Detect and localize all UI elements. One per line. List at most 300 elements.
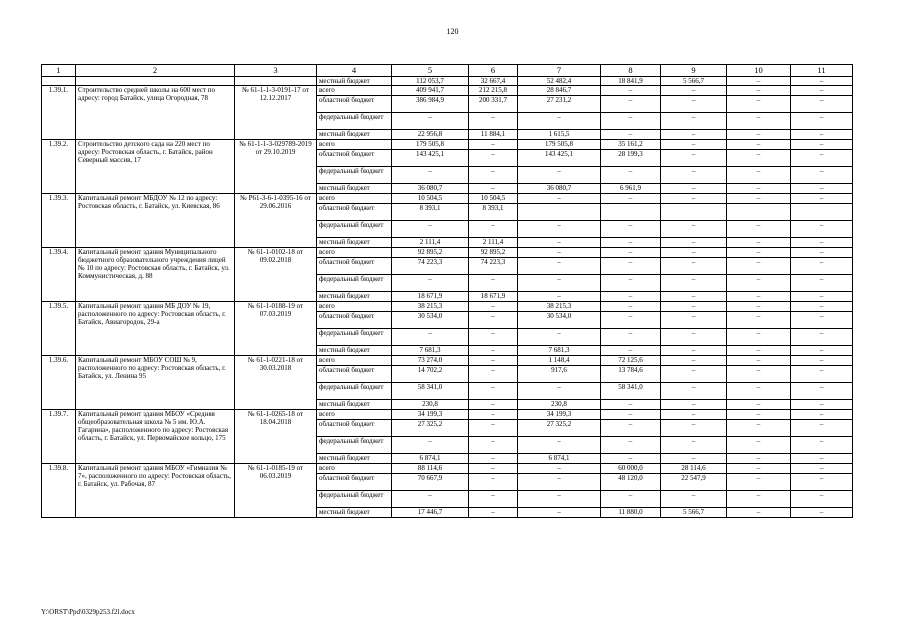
value-cell: – bbox=[661, 167, 727, 184]
value-cell: – bbox=[661, 130, 727, 140]
value-cell bbox=[727, 204, 791, 221]
project-document: № Р61-3-6-1-0395-16 от 29.06.2016 bbox=[235, 194, 317, 248]
header-cell: 2 bbox=[76, 65, 235, 77]
value-cell: – bbox=[791, 130, 853, 140]
value-cell: – bbox=[791, 437, 853, 454]
value-cell: – bbox=[791, 275, 853, 292]
source-cell: местный бюджет bbox=[317, 346, 392, 356]
source-cell: местный бюджет bbox=[317, 238, 392, 248]
value-cell: – bbox=[727, 258, 791, 275]
value-cell: – bbox=[469, 113, 518, 130]
table-row bbox=[42, 410, 853, 420]
source-cell: местный бюджет bbox=[317, 292, 392, 302]
value-cell: – bbox=[518, 508, 601, 518]
value-cell: – bbox=[518, 221, 601, 238]
source-cell: местный бюджет bbox=[317, 508, 392, 518]
source-cell: местный бюджет bbox=[317, 77, 392, 86]
empty-cell bbox=[42, 77, 76, 86]
value-cell: – bbox=[727, 221, 791, 238]
value-cell: – bbox=[791, 238, 853, 248]
value-cell: – bbox=[791, 312, 853, 329]
value-cell: – bbox=[727, 167, 791, 184]
value-cell: 212 215,8 bbox=[469, 86, 518, 96]
project-document: № 61-1-1-3-0191-17 от 12.12.2017 bbox=[235, 86, 317, 140]
project-document: № 61-1-0185-19 от 06.03.2019 bbox=[235, 464, 317, 518]
value-cell: 8 393,1 bbox=[392, 204, 469, 221]
value-cell: – bbox=[601, 437, 661, 454]
value-cell: – bbox=[601, 420, 661, 437]
value-cell: – bbox=[518, 194, 601, 204]
value-cell: – bbox=[518, 238, 601, 248]
value-cell: 6 961,9 bbox=[601, 184, 661, 194]
project-number: 1.39.6. bbox=[42, 356, 76, 410]
source-cell: федеральный бюджет bbox=[317, 329, 392, 346]
value-cell: – bbox=[601, 248, 661, 258]
value-cell: 5 566,7 bbox=[661, 77, 727, 86]
source-cell: всего bbox=[317, 140, 392, 150]
value-cell: 18 671,9 bbox=[392, 292, 469, 302]
value-cell: – bbox=[661, 437, 727, 454]
value-cell: – bbox=[661, 292, 727, 302]
value-cell: – bbox=[661, 96, 727, 113]
value-cell: – bbox=[392, 167, 469, 184]
value-cell: – bbox=[601, 113, 661, 130]
value-cell: 74 223,3 bbox=[392, 258, 469, 275]
project-number: 1.39.7. bbox=[42, 410, 76, 464]
value-cell: – bbox=[392, 491, 469, 508]
value-cell: 74 223,3 bbox=[469, 258, 518, 275]
value-cell: – bbox=[601, 194, 661, 204]
value-cell: – bbox=[469, 437, 518, 454]
value-cell: 28 199,3 bbox=[601, 150, 661, 167]
source-cell: областной бюджет bbox=[317, 204, 392, 221]
value-cell: 52 482,4 bbox=[518, 77, 601, 86]
value-cell: – bbox=[601, 238, 661, 248]
table-row bbox=[42, 77, 853, 86]
project-name: Строительство детского сада на 220 мест по адресу: Ростовская область, г. Батайск, район Северный массив, 17 bbox=[76, 140, 235, 194]
value-cell: 409 941,7 bbox=[392, 86, 469, 96]
value-cell: – bbox=[661, 86, 727, 96]
value-cell: – bbox=[661, 410, 727, 420]
value-cell: – bbox=[601, 329, 661, 346]
value-cell: – bbox=[518, 329, 601, 346]
value-cell: 386 984,9 bbox=[392, 96, 469, 113]
value-cell: – bbox=[791, 329, 853, 346]
value-cell: 13 784,6 bbox=[601, 366, 661, 383]
value-cell: 6 874,1 bbox=[518, 454, 601, 464]
value-cell: – bbox=[727, 383, 791, 400]
footer-file-path: Y:\ORST\Ppd\0329p253.f2l.docx bbox=[41, 608, 135, 616]
value-cell: – bbox=[469, 474, 518, 491]
value-cell: – bbox=[727, 150, 791, 167]
header-cell: 11 bbox=[791, 65, 853, 77]
header-cell: 3 bbox=[235, 65, 317, 77]
source-cell: местный бюджет bbox=[317, 400, 392, 410]
value-cell: – bbox=[601, 491, 661, 508]
table-body bbox=[42, 77, 853, 518]
value-cell: – bbox=[727, 302, 791, 312]
value-cell: 36 080,7 bbox=[392, 184, 469, 194]
value-cell bbox=[601, 204, 661, 221]
value-cell: 60 000,0 bbox=[601, 464, 661, 474]
value-cell: 179 505,8 bbox=[392, 140, 469, 150]
source-cell: всего bbox=[317, 302, 392, 312]
value-cell: – bbox=[727, 410, 791, 420]
project-name: Капитальный ремонт здания МБОУ «Гимназия № 7», расположенного по адресу: Ростовская область, г. Батайск, ул. Рабочая, 87 bbox=[76, 464, 235, 518]
value-cell: – bbox=[601, 167, 661, 184]
header-cell: 7 bbox=[518, 65, 601, 77]
value-cell: – bbox=[661, 150, 727, 167]
budget-table bbox=[41, 64, 853, 518]
value-cell: – bbox=[727, 248, 791, 258]
value-cell: – bbox=[518, 258, 601, 275]
value-cell: – bbox=[727, 454, 791, 464]
value-cell: – bbox=[727, 346, 791, 356]
project-number: 1.39.3. bbox=[42, 194, 76, 248]
empty-cell bbox=[76, 77, 235, 86]
value-cell: 92 895,2 bbox=[469, 248, 518, 258]
header-cell: 9 bbox=[661, 65, 727, 77]
project-document: № 61-1-1-3-029789-2019 от 29.10.2019 bbox=[235, 140, 317, 194]
value-cell: 38 215,3 bbox=[392, 302, 469, 312]
value-cell: – bbox=[661, 184, 727, 194]
header-cell: 6 bbox=[469, 65, 518, 77]
value-cell: – bbox=[661, 302, 727, 312]
value-cell: – bbox=[661, 221, 727, 238]
value-cell: – bbox=[469, 410, 518, 420]
value-cell: 28 846,7 bbox=[518, 86, 601, 96]
value-cell: 36 080,7 bbox=[518, 184, 601, 194]
value-cell: – bbox=[791, 464, 853, 474]
value-cell: 34 199,3 bbox=[392, 410, 469, 420]
value-cell: 18 671,9 bbox=[469, 292, 518, 302]
value-cell: 28 114,6 bbox=[661, 464, 727, 474]
value-cell: – bbox=[661, 113, 727, 130]
source-cell: областной бюджет bbox=[317, 312, 392, 329]
value-cell: – bbox=[791, 248, 853, 258]
value-cell: – bbox=[601, 86, 661, 96]
value-cell: 10 504,5 bbox=[392, 194, 469, 204]
value-cell: 2 111,4 bbox=[469, 238, 518, 248]
value-cell: – bbox=[727, 275, 791, 292]
source-cell: всего bbox=[317, 248, 392, 258]
value-cell: – bbox=[518, 383, 601, 400]
value-cell: – bbox=[727, 184, 791, 194]
project-name: Капитальный ремонт МБОУ СОШ № 9, расположенного по адресу: Ростовская область, г. Батайск, ул. Ленина 95 bbox=[76, 356, 235, 410]
value-cell: 1 615,5 bbox=[518, 130, 601, 140]
value-cell: – bbox=[392, 221, 469, 238]
value-cell: – bbox=[601, 346, 661, 356]
value-cell: 200 331,7 bbox=[469, 96, 518, 113]
value-cell: – bbox=[518, 275, 601, 292]
source-cell: областной бюджет bbox=[317, 258, 392, 275]
value-cell: – bbox=[661, 420, 727, 437]
value-cell: – bbox=[791, 400, 853, 410]
value-cell: 1 148,4 bbox=[518, 356, 601, 366]
value-cell: – bbox=[727, 113, 791, 130]
value-cell: 32 667,4 bbox=[469, 77, 518, 86]
value-cell: 58 341,0 bbox=[601, 383, 661, 400]
value-cell: – bbox=[727, 140, 791, 150]
empty-cell bbox=[235, 77, 317, 86]
value-cell: 72 125,6 bbox=[601, 356, 661, 366]
value-cell: – bbox=[661, 400, 727, 410]
value-cell: 112 053,7 bbox=[392, 77, 469, 86]
project-name: Капитальный ремонт здания МБ ДОУ № 19, расположенного по адресу: Ростовская область, г. Батайск, Авиагородок, 29-а bbox=[76, 302, 235, 356]
value-cell: – bbox=[661, 356, 727, 366]
value-cell: – bbox=[727, 130, 791, 140]
value-cell: – bbox=[791, 150, 853, 167]
value-cell: – bbox=[727, 238, 791, 248]
value-cell: – bbox=[727, 329, 791, 346]
value-cell: – bbox=[469, 454, 518, 464]
value-cell: 92 895,2 bbox=[392, 248, 469, 258]
project-document: № 61-1-0221-18 от 30.03.2018 bbox=[235, 356, 317, 410]
header-cell: 10 bbox=[727, 65, 791, 77]
value-cell: – bbox=[791, 508, 853, 518]
value-cell: – bbox=[791, 258, 853, 275]
value-cell: 35 161,2 bbox=[601, 140, 661, 150]
source-cell: всего bbox=[317, 194, 392, 204]
source-cell: областной бюджет bbox=[317, 150, 392, 167]
source-cell: местный бюджет bbox=[317, 454, 392, 464]
value-cell: 2 111,4 bbox=[392, 238, 469, 248]
value-cell: – bbox=[727, 194, 791, 204]
value-cell: – bbox=[601, 96, 661, 113]
value-cell: – bbox=[392, 329, 469, 346]
value-cell: – bbox=[601, 410, 661, 420]
value-cell: – bbox=[727, 356, 791, 366]
value-cell: 143 425,1 bbox=[518, 150, 601, 167]
table-row bbox=[42, 464, 853, 474]
value-cell: 17 446,7 bbox=[392, 508, 469, 518]
value-cell: 11 884,1 bbox=[469, 130, 518, 140]
value-cell: – bbox=[469, 491, 518, 508]
value-cell bbox=[791, 204, 853, 221]
source-cell: местный бюджет bbox=[317, 184, 392, 194]
value-cell: – bbox=[661, 238, 727, 248]
value-cell: – bbox=[791, 292, 853, 302]
value-cell: – bbox=[469, 140, 518, 150]
value-cell: 27 325,2 bbox=[518, 420, 601, 437]
value-cell: – bbox=[791, 454, 853, 464]
value-cell: – bbox=[791, 140, 853, 150]
header-cell: 1 bbox=[42, 65, 76, 77]
value-cell: – bbox=[727, 292, 791, 302]
value-cell: – bbox=[727, 437, 791, 454]
value-cell: 73 274,0 bbox=[392, 356, 469, 366]
value-cell: 917,6 bbox=[518, 366, 601, 383]
source-cell: федеральный бюджет bbox=[317, 221, 392, 238]
value-cell: – bbox=[791, 356, 853, 366]
value-cell: – bbox=[661, 454, 727, 464]
value-cell: – bbox=[791, 113, 853, 130]
value-cell: – bbox=[661, 346, 727, 356]
value-cell: – bbox=[727, 312, 791, 329]
project-document: № 61-1-0188-19 от 07.03.2019 bbox=[235, 302, 317, 356]
value-cell: – bbox=[518, 167, 601, 184]
value-cell: – bbox=[727, 474, 791, 491]
value-cell: 38 215,3 bbox=[518, 302, 601, 312]
value-cell: – bbox=[791, 346, 853, 356]
project-number: 1.39.5. bbox=[42, 302, 76, 356]
project-document: № 61-1-0265-18 от 18.04.2018 bbox=[235, 410, 317, 464]
value-cell: – bbox=[392, 275, 469, 292]
source-cell: всего bbox=[317, 356, 392, 366]
value-cell: – bbox=[791, 184, 853, 194]
value-cell: – bbox=[601, 130, 661, 140]
value-cell: – bbox=[661, 248, 727, 258]
source-cell: местный бюджет bbox=[317, 130, 392, 140]
value-cell: – bbox=[727, 77, 791, 86]
value-cell: 88 114,6 bbox=[392, 464, 469, 474]
value-cell: – bbox=[791, 410, 853, 420]
value-cell: – bbox=[518, 474, 601, 491]
value-cell: – bbox=[727, 508, 791, 518]
value-cell bbox=[661, 204, 727, 221]
value-cell: 14 702,2 bbox=[392, 366, 469, 383]
header-row bbox=[42, 65, 853, 77]
value-cell: – bbox=[791, 96, 853, 113]
value-cell: 58 341,0 bbox=[392, 383, 469, 400]
value-cell: – bbox=[469, 302, 518, 312]
value-cell: – bbox=[727, 86, 791, 96]
table-row bbox=[42, 302, 853, 312]
source-cell: федеральный бюджет bbox=[317, 113, 392, 130]
table-row bbox=[42, 86, 853, 96]
value-cell: 48 120,0 bbox=[601, 474, 661, 491]
value-cell: 230,8 bbox=[518, 400, 601, 410]
value-cell: 70 667,9 bbox=[392, 474, 469, 491]
value-cell: – bbox=[791, 167, 853, 184]
value-cell: 8 393,1 bbox=[469, 204, 518, 221]
value-cell: – bbox=[469, 275, 518, 292]
value-cell: 10 504,5 bbox=[469, 194, 518, 204]
project-name: Строительство средней школы на 600 мест по адресу: город Батайск, улица Огородная, 78 bbox=[76, 86, 235, 140]
value-cell: – bbox=[661, 329, 727, 346]
value-cell: 30 534,0 bbox=[392, 312, 469, 329]
source-cell: всего bbox=[317, 86, 392, 96]
value-cell: – bbox=[601, 400, 661, 410]
value-cell: – bbox=[727, 420, 791, 437]
value-cell: – bbox=[601, 275, 661, 292]
value-cell: – bbox=[392, 113, 469, 130]
project-number: 1.39.2. bbox=[42, 140, 76, 194]
value-cell: 143 425,1 bbox=[392, 150, 469, 167]
value-cell: – bbox=[469, 167, 518, 184]
value-cell: – bbox=[601, 302, 661, 312]
value-cell: – bbox=[661, 140, 727, 150]
source-cell: областной бюджет bbox=[317, 420, 392, 437]
table-row bbox=[42, 140, 853, 150]
table-row bbox=[42, 356, 853, 366]
value-cell: 6 874,1 bbox=[392, 454, 469, 464]
value-cell: – bbox=[518, 292, 601, 302]
source-cell: федеральный бюджет bbox=[317, 167, 392, 184]
value-cell: – bbox=[727, 96, 791, 113]
value-cell: – bbox=[469, 221, 518, 238]
value-cell: – bbox=[392, 437, 469, 454]
value-cell: – bbox=[791, 474, 853, 491]
value-cell: 230,8 bbox=[392, 400, 469, 410]
value-cell bbox=[518, 204, 601, 221]
value-cell: – bbox=[601, 221, 661, 238]
value-cell: – bbox=[469, 366, 518, 383]
project-number: 1.39.4. bbox=[42, 248, 76, 302]
value-cell: – bbox=[601, 454, 661, 464]
value-cell: 27 231,2 bbox=[518, 96, 601, 113]
value-cell: – bbox=[469, 383, 518, 400]
value-cell: – bbox=[518, 437, 601, 454]
value-cell: – bbox=[661, 312, 727, 329]
value-cell: – bbox=[469, 312, 518, 329]
value-cell: 18 841,9 bbox=[601, 77, 661, 86]
source-cell: областной бюджет bbox=[317, 96, 392, 113]
project-number: 1.39.8. bbox=[42, 464, 76, 518]
value-cell: 5 566,7 bbox=[661, 508, 727, 518]
value-cell: – bbox=[469, 329, 518, 346]
value-cell: – bbox=[601, 312, 661, 329]
value-cell: 27 325,2 bbox=[392, 420, 469, 437]
value-cell: – bbox=[661, 258, 727, 275]
value-cell: – bbox=[601, 292, 661, 302]
value-cell: – bbox=[791, 221, 853, 238]
source-cell: федеральный бюджет bbox=[317, 437, 392, 454]
project-number: 1.39.1. bbox=[42, 86, 76, 140]
value-cell: – bbox=[469, 508, 518, 518]
source-cell: всего bbox=[317, 464, 392, 474]
value-cell: 22 547,9 bbox=[661, 474, 727, 491]
value-cell: – bbox=[469, 150, 518, 167]
value-cell: – bbox=[661, 275, 727, 292]
source-cell: федеральный бюджет bbox=[317, 491, 392, 508]
value-cell: – bbox=[518, 113, 601, 130]
value-cell: – bbox=[791, 194, 853, 204]
value-cell: 34 199,3 bbox=[518, 410, 601, 420]
value-cell: – bbox=[791, 302, 853, 312]
value-cell: – bbox=[661, 366, 727, 383]
source-cell: федеральный бюджет bbox=[317, 275, 392, 292]
value-cell: – bbox=[791, 86, 853, 96]
project-name: Капитальный ремонт МБДОУ № 12 по адресу: Ростовская область, г. Батайск, ул. Киевская, 86 bbox=[76, 194, 235, 248]
header-cell: 5 bbox=[392, 65, 469, 77]
source-cell: федеральный бюджет bbox=[317, 383, 392, 400]
header-cell: 4 bbox=[317, 65, 392, 77]
value-cell: – bbox=[601, 258, 661, 275]
project-name: Капитальный ремонт здания Муниципального бюджетного образовательного учреждения лицей № 10 по адресу: Ростовская область, г. Батайск, ул. Коммунистическая, д. 88 bbox=[76, 248, 235, 302]
header-cell: 8 bbox=[601, 65, 661, 77]
value-cell: – bbox=[518, 248, 601, 258]
value-cell: – bbox=[518, 491, 601, 508]
table-row bbox=[42, 248, 853, 258]
value-cell: – bbox=[727, 366, 791, 383]
value-cell: 7 681,3 bbox=[392, 346, 469, 356]
value-cell: – bbox=[518, 464, 601, 474]
value-cell: – bbox=[469, 184, 518, 194]
value-cell: – bbox=[661, 491, 727, 508]
value-cell: – bbox=[469, 420, 518, 437]
value-cell: – bbox=[791, 77, 853, 86]
value-cell: – bbox=[727, 491, 791, 508]
value-cell: – bbox=[469, 346, 518, 356]
value-cell: – bbox=[469, 400, 518, 410]
source-cell: областной бюджет bbox=[317, 474, 392, 491]
value-cell: 11 880,0 bbox=[601, 508, 661, 518]
value-cell: – bbox=[727, 400, 791, 410]
value-cell: – bbox=[727, 464, 791, 474]
source-cell: областной бюджет bbox=[317, 366, 392, 383]
value-cell: 179 505,8 bbox=[518, 140, 601, 150]
